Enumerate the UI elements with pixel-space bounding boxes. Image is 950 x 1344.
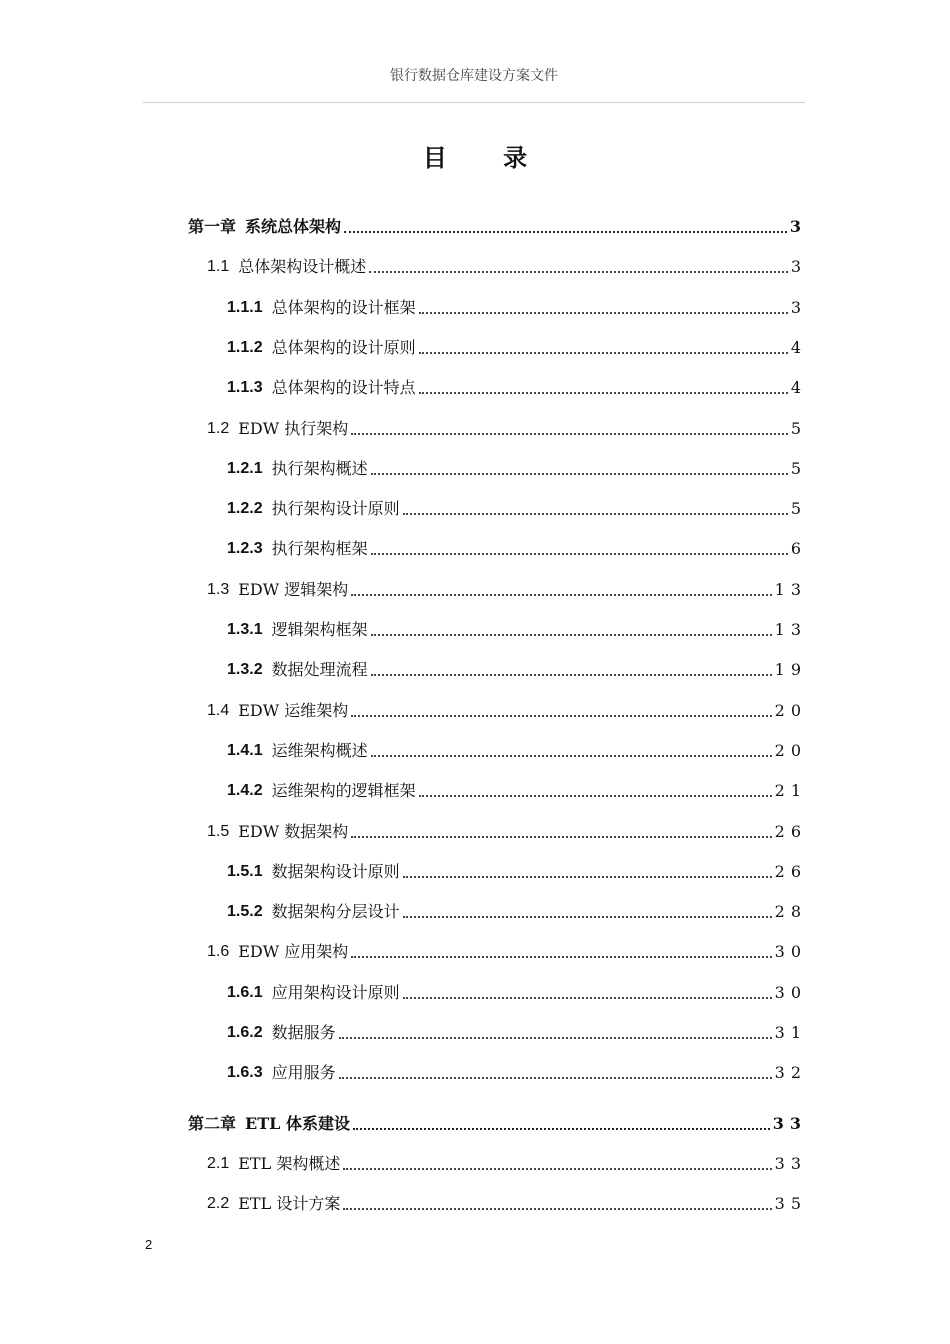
toc-entry-page: 30	[774, 942, 807, 962]
toc-entry-number: 第二章	[188, 1113, 237, 1133]
toc-leader-dots	[351, 956, 771, 958]
toc-leader-dots	[371, 634, 772, 636]
toc-entry-title: ETL 设计方案	[238, 1194, 341, 1214]
toc-entry-number: 1.4	[207, 701, 230, 719]
toc-leader-dots	[403, 876, 772, 878]
toc-entry-page: 35	[774, 1194, 807, 1214]
toc-leader-dots	[344, 231, 787, 233]
toc-leader-dots	[353, 1128, 770, 1130]
toc-entry-page: 13	[774, 620, 807, 639]
toc-entry-page: 26	[774, 861, 807, 881]
toc-entry-page: 21	[774, 781, 807, 801]
toc-entry[interactable]	[227, 978, 807, 1004]
toc-entry-title: 数据架构设计原则	[271, 861, 400, 881]
toc-entry[interactable]	[227, 454, 807, 480]
toc-entry[interactable]	[207, 414, 807, 440]
toc-entry-page: 30	[774, 982, 807, 1002]
toc-entry[interactable]	[188, 212, 807, 238]
toc-entry-number: 1.1	[207, 258, 230, 276]
toc-entry-number: 2.2	[207, 1195, 230, 1213]
toc-entry-page: 5	[790, 418, 807, 438]
page-number: 2	[145, 1237, 153, 1252]
running-header	[143, 62, 805, 103]
toc-leader-dots	[419, 392, 788, 394]
toc-entry[interactable]	[227, 494, 807, 520]
toc-entry-page: 33	[772, 1113, 807, 1133]
toc-entry-number: 1.3.1	[227, 621, 263, 638]
toc-entry-title: 应用架构设计原则	[271, 982, 400, 1002]
toc-leader-dots	[371, 755, 772, 757]
toc-leader-dots	[339, 1037, 772, 1039]
toc-leader-dots	[351, 594, 771, 596]
toc-leader-dots	[343, 1208, 771, 1210]
toc-entry-number: 1.3.2	[227, 661, 263, 679]
toc-entry-title: 执行架构概述	[271, 458, 368, 478]
toc-leader-dots	[419, 352, 788, 354]
toc-entry-title: 系统总体架构	[245, 217, 342, 236]
toc-leader-dots	[403, 997, 772, 999]
toc-entry-page: 3	[790, 257, 807, 277]
toc-entry-page: 3	[790, 297, 807, 317]
toc-entry-title: 数据服务	[271, 1023, 336, 1042]
toc-entry-page: 5	[790, 458, 807, 478]
toc-entry-page: 13	[774, 579, 807, 599]
toc-entry[interactable]	[188, 1109, 807, 1135]
toc-entry[interactable]	[227, 615, 807, 641]
toc-leader-dots	[351, 433, 788, 435]
toc-entry-number: 2.1	[207, 1154, 230, 1172]
toc-entry-title: ETL 体系建设	[245, 1113, 350, 1133]
toc-entry-page: 32	[774, 1063, 807, 1083]
toc-entry-number: 1.4.1	[227, 741, 263, 759]
toc-entry-title: 总体架构的设计特点	[271, 378, 416, 398]
toc-entry-page: 26	[774, 821, 807, 841]
toc-entry-page: 20	[774, 700, 807, 720]
toc-entry[interactable]	[227, 776, 807, 802]
toc-entry[interactable]	[227, 293, 807, 319]
toc-entry-number: 1.4.2	[227, 782, 263, 800]
header-text: 银行数据仓库建设方案文件	[390, 68, 558, 84]
toc-entry-page: 31	[774, 1023, 807, 1042]
toc-entry-page: 4	[790, 378, 807, 398]
toc-leader-dots	[351, 715, 771, 717]
toc-entry-title: 运维架构概述	[271, 740, 368, 760]
toc-entry[interactable]	[227, 1018, 807, 1044]
toc-entry-title: 运维架构的逻辑框架	[271, 781, 416, 801]
toc-entry-page: 20	[774, 740, 807, 760]
toc-entry-title: 执行架构设计原则	[271, 499, 400, 519]
toc-entry-number: 1.1.3	[227, 379, 263, 397]
toc-leader-dots	[419, 312, 788, 314]
toc-entry-title: ETL 架构概述	[238, 1153, 341, 1173]
toc-entry-title: EDW 数据架构	[238, 821, 349, 841]
toc-leader-dots	[369, 271, 788, 273]
toc-entry[interactable]	[227, 857, 807, 883]
toc-entry[interactable]	[207, 696, 807, 722]
toc-entry[interactable]	[227, 897, 807, 923]
toc-entry-title: 总体架构的设计框架	[271, 297, 416, 317]
toc-entry[interactable]	[227, 373, 807, 399]
toc-entry-title: 逻辑架构框架	[271, 620, 368, 639]
toc-title: 目 录	[422, 143, 552, 172]
toc-entry-number: 1.5	[207, 822, 230, 840]
toc-entry-page: 28	[774, 902, 807, 922]
toc-entry-title: EDW 逻辑架构	[238, 579, 349, 599]
toc-entry[interactable]	[207, 937, 807, 963]
toc-entry-number: 1.6.2	[227, 1024, 263, 1041]
toc-entry-number: 第一章	[188, 217, 237, 236]
toc-entry[interactable]	[207, 1189, 807, 1215]
toc-entry-number: 1.6.1	[227, 983, 263, 1001]
toc-leader-dots	[371, 473, 788, 475]
toc-leader-dots	[339, 1077, 772, 1079]
toc-leader-dots	[419, 795, 772, 797]
toc-entry-title: 执行架构框架	[271, 539, 368, 559]
toc-entry[interactable]	[207, 252, 807, 278]
toc-entry[interactable]	[227, 736, 807, 762]
toc-leader-dots	[403, 513, 788, 515]
toc-entry-page: 19	[774, 660, 807, 680]
toc-entry-page: 33	[774, 1153, 807, 1173]
toc-entry-title: 应用服务	[271, 1063, 336, 1083]
toc-entry-title: EDW 运维架构	[238, 700, 349, 720]
toc-entry[interactable]	[207, 817, 807, 843]
toc-entry-number: 1.2.3	[227, 540, 263, 558]
toc-entry-title: EDW 执行架构	[238, 418, 349, 438]
toc-entry-title: 数据处理流程	[271, 660, 368, 680]
toc-entry[interactable]	[227, 534, 807, 560]
toc-entry-title: EDW 应用架构	[238, 942, 349, 962]
toc-entry-title: 总体架构的设计原则	[271, 337, 416, 357]
toc-entry-number: 1.5.1	[227, 862, 263, 880]
toc-entry[interactable]	[207, 575, 807, 601]
toc-entry-number: 1.2	[207, 419, 230, 437]
toc-leader-dots	[403, 916, 772, 918]
toc-entry-page: 4	[790, 337, 807, 357]
toc-leader-dots	[343, 1168, 771, 1170]
toc-entry-number: 1.2.1	[227, 459, 263, 477]
toc-leader-dots	[371, 553, 788, 555]
toc-entry[interactable]	[227, 1058, 807, 1084]
toc-entry-title: 数据架构分层设计	[271, 902, 400, 922]
toc-entry-number: 1.3	[207, 580, 230, 598]
toc-entry-number: 1.6.3	[227, 1064, 263, 1082]
toc-entry-number: 1.5.2	[227, 903, 263, 921]
toc-leader-dots	[371, 674, 772, 676]
toc-entry-number: 1.2.2	[227, 500, 263, 518]
toc-leader-dots	[351, 836, 771, 838]
toc-entry-title: 总体架构设计概述	[238, 257, 367, 277]
toc-entry-number: 1.1.1	[227, 298, 263, 316]
toc-entry-page: 5	[790, 499, 807, 519]
toc-entry-number: 1.6	[207, 943, 230, 961]
toc-entry[interactable]	[227, 333, 807, 359]
toc-entry[interactable]	[227, 655, 807, 681]
toc-entry[interactable]	[207, 1149, 807, 1175]
toc-entry-number: 1.1.2	[227, 338, 263, 356]
toc-entry-page: 3	[789, 217, 807, 236]
toc-entry-page: 6	[790, 539, 807, 559]
